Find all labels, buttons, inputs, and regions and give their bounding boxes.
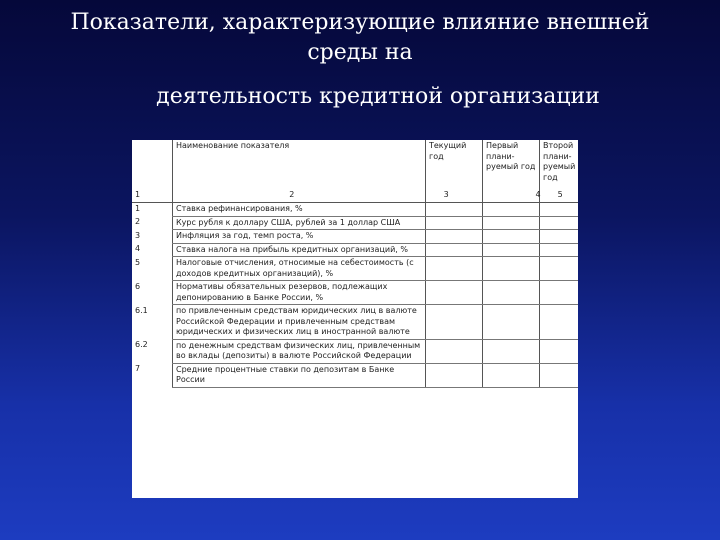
value-cell [426,281,483,305]
column-label: Первый плани-руемый год [486,141,536,171]
value-cell [426,305,483,340]
row-name: по денежным средствам физических лиц, привлеченным во вклады (депозиты) в валюте Российской Федерации [173,339,426,363]
column-label: Второй плани-руемый год [543,141,576,182]
row-name: Инфляция за год, темп роста, % [173,230,426,244]
row-name: Курс рубля к доллару США, рублей за 1 доллар США [173,216,426,230]
value-cell [540,363,579,387]
column-number: 4 [535,189,541,199]
row-name: по привлеченным средствам юридических лиц в валюте Российской Федерации и привлеченным средствам юридических и физических лиц в иностранной валюте [173,305,426,340]
row-number: 3 [135,230,141,240]
value-cell [426,363,483,387]
value-cell [426,230,483,244]
row-number: 1 [135,204,141,213]
value-cell [540,339,579,363]
row-number: 6.2 [135,340,148,349]
value-cell [483,243,540,257]
indicator-table [132,140,578,388]
value-cell [540,281,579,305]
value-cell [483,305,540,340]
row-name: Налоговые отчисления, относимые на себестоимость (с доходов кредитных организаций), % [173,257,426,281]
row-number: 6 [135,281,141,291]
table-row [132,305,578,340]
title-line-1: Показатели, характеризующие влияние внешней [70,10,650,35]
header-cell [173,140,426,203]
header-cell [483,140,540,203]
row-number: 7 [135,364,141,373]
row-name: Нормативы обязательных резервов, подлежащих депонированию в Банке России, % [173,281,426,305]
column-label: Текущий год [429,141,467,161]
table-row [132,216,578,230]
value-cell [540,305,579,340]
column-number: 3 [443,189,449,199]
row-number: 4 [135,244,141,253]
value-cell [483,339,540,363]
header-cell [426,140,483,203]
row-name: Средние процентные ставки по депозитам в Банке России [173,363,426,387]
title-line-2: среды на [307,40,413,65]
column-label: Наименование показателя [176,141,290,150]
value-cell [483,281,540,305]
value-cell [483,363,540,387]
slide-title [20,8,700,112]
table-row [132,257,578,281]
table-row [132,243,578,257]
value-cell [426,339,483,363]
indicator-table-image [132,140,578,498]
header-cell [540,140,579,203]
table-row [132,203,578,217]
value-cell [483,203,540,217]
table-header-row [132,140,578,203]
table-row [132,339,578,363]
value-cell [483,257,540,281]
table-row [132,230,578,244]
row-name: Ставка налога на прибыль кредитных организаций, % [173,243,426,257]
value-cell [426,243,483,257]
value-cell [540,203,579,217]
value-cell [426,216,483,230]
column-number: 1 [135,189,141,199]
value-cell [540,257,579,281]
table-row [132,363,578,387]
title-line-3: деятельность кредитной организации [156,84,600,109]
column-number: 5 [557,189,563,199]
value-cell [540,216,579,230]
value-cell [426,257,483,281]
row-name: Ставка рефинансирования, % [173,203,426,217]
row-number: 6.1 [135,305,148,315]
value-cell [540,230,579,244]
header-cell [132,140,173,203]
row-number: 2 [135,217,141,226]
value-cell [540,243,579,257]
column-number: 2 [289,189,295,199]
value-cell [426,203,483,217]
table-row [132,281,578,305]
value-cell [483,230,540,244]
row-number: 5 [135,257,141,267]
value-cell [483,216,540,230]
